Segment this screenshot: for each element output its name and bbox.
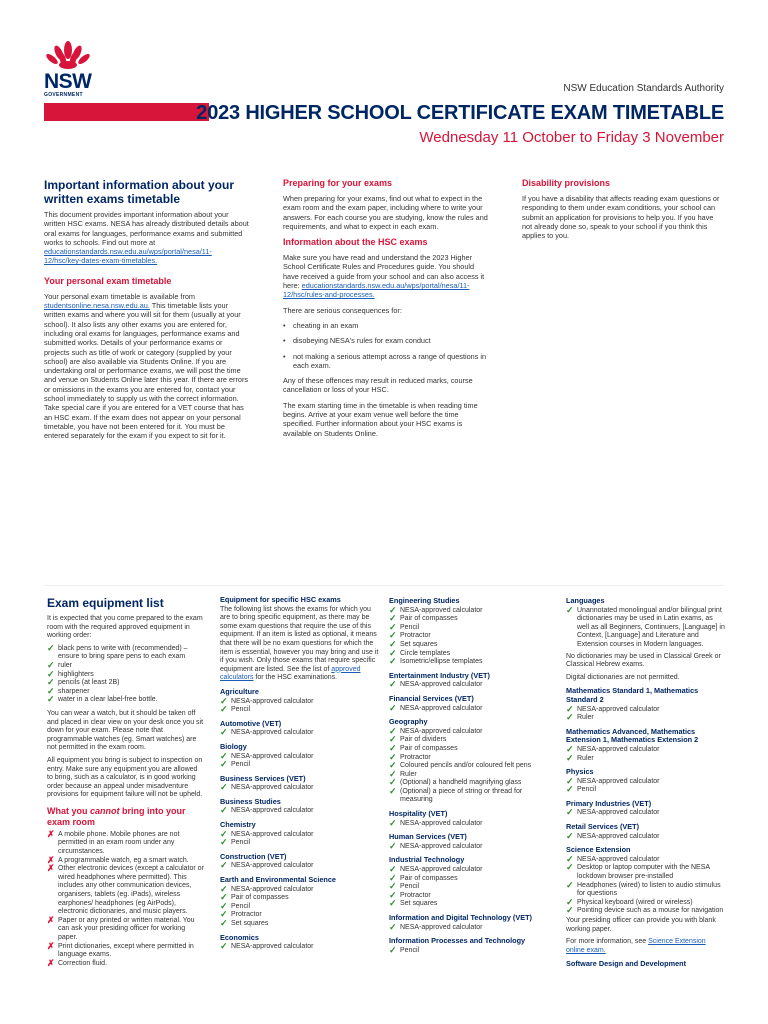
list-item: ✓ NESA-approved calculator — [566, 775, 660, 786]
check-icon: ✓ — [389, 621, 397, 632]
list-item: ✓ NESA-approved calculator — [566, 830, 660, 841]
important-info-heading: Important information about your written exams timetable — [44, 178, 234, 206]
check-icon: ✓ — [220, 837, 228, 848]
subject-heading: Information Processes and Technology — [389, 936, 526, 946]
check-icon: ✓ — [220, 782, 228, 793]
preparing-text: When preparing for your exams, find out what to expect in the exam room and the exam paper, including where to write your answers. For each course you are studying, know the rules and requirements, and what to expect in each exam. — [283, 194, 488, 231]
rules-processes-link[interactable]: educationstandards.nsw.edu.au/wps/portal/nesa/11-12/hsc/rules-and-processes. — [283, 281, 470, 300]
list-item: ✗ A mobile phone. Mobile phones are not permitted in an exam room under any circumstances. — [47, 828, 180, 856]
exam-dates: Wednesday 11 October to Friday 3 November — [419, 129, 724, 146]
disability-text: If you have a disability that affects reading exam questions or responding to them under exam conditions, your school can submit an application for provisions to help you. If you have not already done so, speak to your school if you think this applies to you. — [522, 194, 720, 241]
check-icon: ✓ — [566, 775, 574, 786]
check-icon: ✓ — [389, 742, 397, 753]
working-paper-note: Your presiding officer can provide you with blank working paper. — [566, 917, 716, 933]
check-icon: ✓ — [389, 751, 397, 762]
offences-text: Any of these offences may result in reduced marks, course cancellation or loss of your HSC. — [283, 376, 473, 395]
list-item: • not making a serious attempt across a range of questions in each exam. — [283, 352, 488, 371]
list-item: ✓ NESA-approved calculator — [220, 828, 314, 839]
digital-dictionary-note: Digital dictionaries are not permitted. — [566, 673, 680, 681]
list-item: ✓ Desktop or laptop computer with the NESA lockdown browser pre-installed — [566, 862, 710, 881]
subject-heading: Biology — [220, 741, 247, 751]
list-item: ✓ sharpener — [47, 685, 90, 696]
check-icon: ✓ — [47, 694, 55, 705]
list-item: ✓ Protractor — [389, 751, 431, 762]
check-icon: ✓ — [220, 860, 228, 871]
check-icon: ✓ — [220, 828, 228, 839]
check-icon: ✓ — [220, 883, 228, 894]
list-item: ✓ Pencil — [566, 784, 597, 795]
key-dates-link[interactable]: educationstandards.nsw.edu.au/wps/portal/nesa/11-12/hsc/key-dates-exam-timetables. — [44, 247, 212, 266]
subject-heading: Hospitality (VET) — [389, 809, 448, 819]
check-icon: ✓ — [389, 921, 397, 932]
check-icon: ✓ — [389, 872, 397, 883]
check-icon: ✓ — [566, 712, 574, 723]
science-extension-more: For more information, see Science Extension online exam. — [566, 938, 706, 954]
check-icon: ✓ — [566, 784, 574, 795]
list-item: ✓ NESA-approved calculator — [566, 807, 660, 818]
list-item: ✓ Pencil — [389, 944, 420, 955]
check-icon: ✓ — [389, 702, 397, 713]
list-item: ✓ NESA-approved calculator — [389, 702, 483, 713]
cross-icon: ✗ — [47, 863, 55, 874]
students-online-link[interactable]: studentsonline.nesa.nsw.edu.au. — [44, 301, 150, 311]
check-icon: ✓ — [566, 905, 574, 916]
subject-heading: Business Services (VET) — [220, 773, 306, 783]
list-item: ✓ Ruler — [566, 712, 594, 723]
list-item: ✓ NESA-approved calculator — [389, 817, 483, 828]
list-item: ✓ NESA-approved calculator — [566, 853, 660, 864]
check-icon: ✓ — [220, 727, 228, 738]
subject-heading: Primary Industries (VET) — [566, 798, 652, 808]
check-icon: ✓ — [389, 647, 397, 658]
list-item: ✓ NESA-approved calculator — [220, 805, 314, 816]
list-item: ✓ Protractor — [389, 630, 431, 641]
check-icon: ✓ — [566, 879, 574, 890]
list-item: ✓ NESA-approved calculator — [389, 864, 483, 875]
list-item: ✓ ruler — [47, 659, 73, 670]
equipment-list-column — [47, 596, 205, 968]
list-item: ✓ Set squares — [389, 898, 438, 909]
check-icon: ✓ — [566, 752, 574, 763]
subject-heading: Mathematics Standard 1, Mathematics Standard 2 — [566, 686, 699, 704]
check-icon: ✓ — [389, 898, 397, 909]
list-item: ✓ Pencil — [220, 704, 251, 715]
authority-name: NSW Education Standards Authority — [563, 83, 724, 94]
list-item: ✓ Protractor — [389, 889, 431, 900]
check-icon: ✓ — [47, 659, 55, 670]
subject-heading: Agriculture — [220, 686, 259, 696]
check-icon: ✓ — [47, 677, 55, 688]
list-item: ✓ Pencil — [389, 881, 420, 892]
list-item: ✗ Paper or any printed or written material. You can ask your presiding officer for working paper. — [47, 914, 195, 941]
cross-icon: ✗ — [47, 828, 55, 839]
list-item: ✓ NESA-approved calculator — [566, 743, 660, 754]
check-icon: ✓ — [220, 900, 228, 911]
list-item: ✓ NESA-approved calculator — [220, 750, 314, 761]
check-icon: ✓ — [220, 805, 228, 816]
specific-equipment-column — [220, 596, 380, 952]
list-item: ✓ Protractor — [220, 909, 262, 920]
check-icon: ✓ — [47, 642, 55, 653]
cross-icon: ✗ — [47, 957, 55, 968]
check-icon: ✓ — [220, 941, 228, 952]
watch-text: You can wear a watch, but it should be taken off and placed in clear view on your desk once you sit down for your exam. Please note that programmable watches (eg. Smart watches) are not permitted in the exam room. — [47, 709, 204, 752]
list-item: ✓ NESA-approved calculator — [220, 695, 314, 706]
personal-timetable-heading: Your personal exam timetable — [44, 275, 172, 286]
subject-heading: Languages — [566, 596, 605, 605]
subjects-column-b — [389, 592, 554, 955]
check-icon: ✓ — [389, 630, 397, 641]
subject-list — [566, 687, 726, 916]
check-icon: ✓ — [220, 918, 228, 928]
check-icon: ✓ — [389, 777, 397, 788]
subject-heading: Information and Digital Technology (VET) — [389, 913, 532, 922]
check-icon: ✓ — [389, 679, 397, 690]
check-icon: ✓ — [389, 817, 397, 828]
dictionary-note: No dictionaries may be used in Classical Greek or Classical Hebrew exams. — [566, 652, 721, 669]
cross-icon: ✗ — [47, 914, 55, 925]
check-icon: ✓ — [389, 613, 397, 624]
list-item: ✓ NESA-approved calculator — [220, 883, 314, 894]
check-icon: ✓ — [389, 864, 397, 875]
logo-wordmark: NSW — [44, 70, 92, 93]
list-item: ✓ Pair of compasses — [389, 872, 458, 883]
check-icon: ✓ — [389, 604, 397, 615]
check-icon: ✓ — [566, 703, 574, 714]
equipment-heading: Exam equipment list — [47, 596, 164, 610]
subject-heading: Science Extension — [566, 845, 631, 855]
check-icon: ✓ — [389, 944, 397, 955]
personal-timetable-text: Your personal exam timetable is available from studentsonline.nesa.nsw.edu.au. This timetable lists your written exams and where you will sit for them (usually at your school). It also lists any other exams you are entered for, including oral exams for languages, performance exams and submitted works. Details of your performance exams or projects such as title of work or category (supplied by your school) are also available via Students Online. If you are undertaking oral or performance exams, we will post the time and venue on Students Online later this year. If there are errors or omissions in the exams you are entered for, contact your school immediately to supply us with the correct information. Take special care if you are entered for a VET course that has an HSC exam. If the exam does not appear on your personal timetable, you have not been entered for it. You must be entered separately for the exam if you expect to sit for it. — [44, 291, 249, 441]
list-item: ✓ Pair of compasses — [389, 742, 458, 753]
subjects-column-c — [566, 592, 726, 970]
cross-icon: ✗ — [47, 854, 55, 865]
list-item: ✓ highlighters — [47, 668, 94, 679]
waratah-icon — [44, 40, 92, 72]
disability-column — [522, 178, 724, 246]
list-item: ✓ pencils (at least 2B) — [47, 677, 120, 688]
list-item: ✓ Pencil — [220, 759, 251, 770]
list-item: ✓ water in a clear label-free bottle. — [47, 694, 158, 705]
list-item: ✓ black pens to write with (recommended) – ensure to bring spare pens to each exam — [47, 642, 188, 661]
list-item: ✓ Pair of compasses — [220, 892, 289, 903]
preparing-column — [283, 178, 488, 444]
list-item: ✓ Pair of compasses — [389, 613, 458, 624]
list-item: ✓ NESA-approved calculator — [389, 679, 483, 690]
check-icon: ✓ — [566, 896, 574, 907]
check-icon: ✓ — [389, 889, 397, 900]
check-icon: ✓ — [389, 656, 397, 667]
subject-list — [389, 597, 554, 955]
list-item: ✗ Other electronic devices (except a calculator or wired headphones where permitted). This includes any other communication devices, organisers, tablets (eg. iPads), wireless earphones/ headphones (eg AirPods), electronic dictionaries, and music players. — [47, 863, 204, 916]
subject-heading: Business Studies — [220, 796, 281, 806]
list-item: ✓ NESA-approved calculator — [220, 860, 314, 871]
prohibited-items-list — [47, 828, 205, 969]
list-item: ✓ Unannotated monolingual and/or bilingual print dictionaries may be used in Latin exams, as well as all Beginners, Continuers, [Language] in Context, [Language] and Literature and Extension courses in Modern languages. — [566, 604, 725, 648]
list-item: ✗ Print dictionaries, except where permitted in language exams. — [47, 940, 194, 959]
check-icon: ✓ — [566, 604, 574, 615]
list-item: ✓ NESA-approved calculator — [220, 727, 314, 738]
subject-heading: Automotive (VET) — [220, 718, 282, 728]
subject-list — [220, 688, 380, 952]
consequences-list — [283, 321, 488, 370]
list-item: ✓ Physical keyboard (wired or wireless) — [566, 896, 693, 907]
required-equipment-list — [47, 642, 205, 705]
disability-heading: Disability provisions — [522, 178, 611, 188]
subject-heading: Chemistry — [220, 820, 256, 830]
check-icon: ✓ — [220, 750, 228, 761]
check-icon: ✓ — [389, 734, 397, 745]
list-item: ✓ NESA-approved calculator — [389, 604, 483, 615]
check-icon: ✓ — [389, 725, 397, 736]
check-icon: ✓ — [566, 807, 574, 818]
subject-heading: Financial Services (VET) — [389, 693, 474, 703]
list-item: ✓ NESA-approved calculator — [220, 941, 314, 952]
check-icon: ✓ — [389, 638, 397, 649]
subject-heading: Engineering Studies — [389, 596, 460, 605]
list-item: ✓ NESA-approved calculator — [566, 703, 660, 714]
section-divider — [44, 585, 724, 586]
list-item: ✓ NESA-approved calculator — [220, 782, 314, 793]
check-icon: ✓ — [220, 909, 228, 920]
subject-heading: Software Design and Development — [566, 959, 687, 969]
list-item: • disobeying NESA's rules for exam conduct — [283, 336, 488, 345]
check-icon: ✓ — [566, 743, 574, 754]
red-accent-bar — [44, 103, 209, 121]
list-item: ✓ Pencil — [220, 900, 251, 911]
cannot-bring-heading: What you cannot bring into your exam room — [47, 805, 186, 827]
check-icon: ✓ — [220, 892, 228, 903]
list-item: ✓ Set squares — [389, 638, 438, 649]
important-info-text: This document provides important information about your written HSC exams. NESA has already distributed details about oral exams for languages, performance exams and submitted works to schools. Find out more at educationstandards.nsw.edu.au/wps/portal/nesa/11-12/hsc/key-dates-exam-timetables. — [44, 210, 249, 266]
science-extension-link[interactable]: Science Extension online exam. — [566, 938, 706, 954]
consequences-intro: There are serious consequences for: — [283, 305, 402, 315]
nsw-government-logo — [44, 40, 96, 96]
subject-list — [566, 597, 726, 650]
subject-heading: Construction (VET) — [220, 851, 287, 861]
check-icon: ✓ — [389, 768, 397, 779]
check-icon: ✓ — [220, 695, 228, 706]
page-title: 2023 HIGHER SCHOOL CERTIFICATE EXAM TIMETABLE — [196, 102, 724, 124]
subject-heading: Economics — [220, 932, 259, 942]
check-icon: ✓ — [389, 881, 397, 892]
list-item: ✓ Ruler — [389, 768, 417, 779]
preparing-heading: Preparing for your exams — [283, 178, 393, 188]
list-item: ✓ Pair of dividers — [389, 734, 447, 745]
specific-equipment-intro: The following list shows the exams for which you are to bring specific equipment, as there may be some exam questions that require the use of this equipment. If an item is listed as optional, it means that there will be no exam questions for which the item is essential, however you may bring and use it if you wish. Only those exams that require specific equipment are listed. See the list of approved calculators for the HSC examinations. — [220, 605, 379, 682]
list-item: ✓ Pencil — [389, 621, 420, 632]
subject-heading: Retail Services (VET) — [566, 822, 640, 832]
check-icon: ✓ — [566, 853, 574, 864]
subject-heading: Physics — [566, 767, 594, 777]
inspection-text: All equipment you bring is subject to inspection on entry. Make sure any equipment you are allowed to bring, such as a calculator, is in good working order because an appeal under misadventure provisions for equipment failure will not be upheld. — [47, 756, 203, 799]
subject-heading: Human Services (VET) — [389, 832, 467, 842]
list-item: ✗ Correction fluid. — [47, 957, 108, 968]
important-info-column — [44, 178, 249, 447]
check-icon: ✓ — [389, 760, 397, 771]
list-item: ✓ NESA-approved calculator — [389, 725, 483, 736]
hsc-info-text: Make sure you have read and understand the 2023 Higher School Certificate Rules and Procedures guide. You should have received a guide from your school and can also access it here: educationstandards.nsw.edu.au/wps/portal/nesa/11-12/hsc/rules-and-processes. — [283, 253, 485, 300]
logo-subtext: GOVERNMENT — [44, 92, 83, 98]
reading-time-text: The exam starting time in the timetable is when reading time begins. Arrive at your exam venue well before the time specified. Further information about your HSC exams is available on Students Online. — [283, 400, 478, 438]
list-item: ✓ NESA-approved calculator — [389, 840, 483, 851]
check-icon: ✓ — [220, 704, 228, 715]
cross-icon: ✗ — [47, 940, 55, 951]
list-item: ✓ Pencil — [220, 837, 251, 848]
hsc-info-heading: Information about the HSC exams — [283, 237, 428, 248]
equipment-intro: It is expected that you come prepared to the exam room with the required approved equipment in working order: — [47, 615, 203, 640]
check-icon: ✓ — [47, 668, 55, 679]
list-item: ✓ Isometric/ellipse templates — [389, 656, 483, 667]
list-item: ✓ Coloured pencils and/or coloured felt pens — [389, 760, 532, 771]
list-item: ✓ (Optional) a handheld magnifying glass — [389, 777, 522, 788]
list-item: ✓ Pointing device such as a mouse for navigation — [566, 905, 724, 916]
check-icon: ✓ — [389, 840, 397, 851]
subject-heading: Earth and Environmental Science — [220, 875, 336, 885]
specific-equipment-heading: Equipment for specific HSC exams — [220, 595, 341, 604]
list-item: ✓ Circle templates — [389, 647, 451, 658]
subject-heading: Entertainment Industry (VET) — [389, 670, 490, 680]
list-item: • cheating in an exam — [283, 321, 488, 330]
check-icon: ✓ — [566, 830, 574, 841]
list-item: ✓ Headphones (wired) to listen to audio stimulus for questions — [566, 879, 721, 898]
list-item: ✗ A programmable watch, eg a smart watch. — [47, 854, 189, 865]
subject-heading: Industrial Technology — [389, 855, 465, 865]
subject-heading: Geography — [389, 717, 428, 727]
approved-calculators-link[interactable]: approved calculators — [220, 665, 361, 682]
check-icon: ✓ — [389, 785, 397, 796]
subject-heading: Mathematics Advanced, Mathematics Extension 1, Mathematics Extension 2 — [566, 726, 699, 745]
list-item: ✓ NESA-approved calculator — [389, 921, 483, 932]
list-item: ✓ (Optional) a piece of string or thread for measuring — [389, 785, 523, 804]
list-item: ✓ Ruler — [566, 752, 594, 763]
check-icon: ✓ — [47, 685, 55, 696]
check-icon: ✓ — [566, 862, 574, 873]
check-icon: ✓ — [220, 759, 228, 770]
list-item: ✓ Set squares — [220, 918, 269, 928]
